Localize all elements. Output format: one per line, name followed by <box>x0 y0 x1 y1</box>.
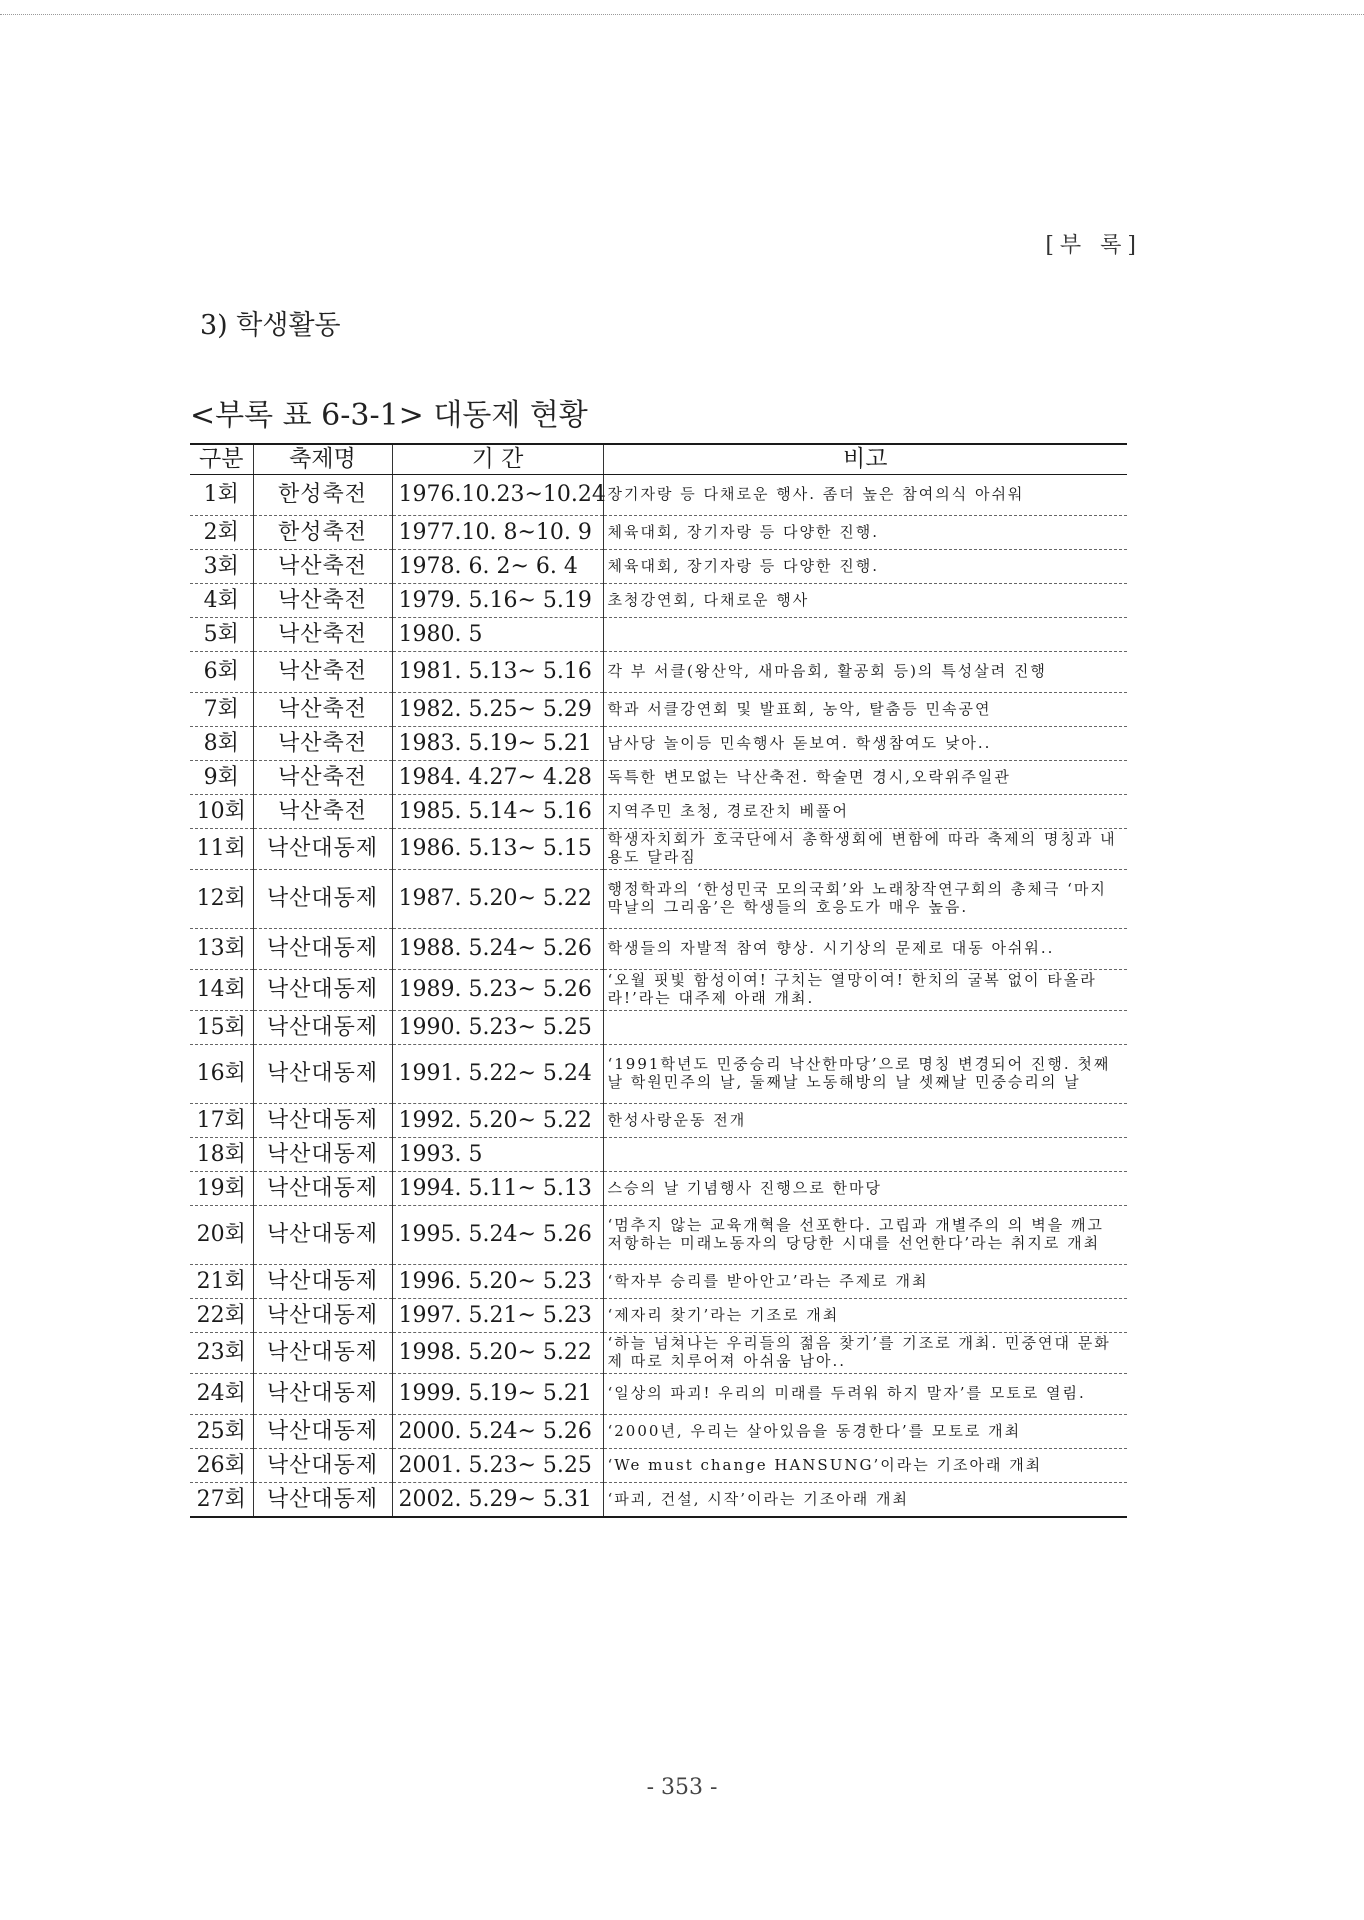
festival-table-body <box>190 475 1127 1518</box>
row-festival-name: 낙산대동제 <box>253 1483 392 1518</box>
column-header-festival-name: 축제명 <box>253 444 392 475</box>
row-note: 행정학과의 ‘한성민국 모의국회’와 노래창작연구회의 총체극 ‘마지막날의 그리움’은 학생들의 호응도가 매우 높음. <box>603 870 1127 929</box>
row-note: ‘학자부 승리를 받아안고’라는 주제로 개최 <box>603 1265 1127 1299</box>
section-title: 3) 학생활동 <box>200 310 341 341</box>
row-festival-name: 낙산대동제 <box>253 1045 392 1104</box>
row-period: 2001. 5.23~ 5.25 <box>392 1449 603 1483</box>
row-note: ‘제자리 찾기’라는 기조로 개최 <box>603 1299 1127 1333</box>
row-round: 14회 <box>190 970 253 1011</box>
row-round: 16회 <box>190 1045 253 1104</box>
row-period: 1979. 5.16~ 5.19 <box>392 584 603 618</box>
table-row <box>190 693 1127 727</box>
row-round: 4회 <box>190 584 253 618</box>
table-row <box>190 870 1127 929</box>
row-note: 학생들의 자발적 참여 향상. 시기상의 문제로 대동 아쉬워.. <box>603 929 1127 970</box>
row-round: 18회 <box>190 1138 253 1172</box>
row-note: 학생자치회가 호국단에서 총학생회에 변함에 따라 축제의 명칭과 내용도 달라짐 <box>603 829 1127 870</box>
row-festival-name: 낙산대동제 <box>253 970 392 1011</box>
top-scan-rule <box>0 14 1364 15</box>
row-round: 11회 <box>190 829 253 870</box>
column-header-note: 비고 <box>603 444 1127 475</box>
row-festival-name: 낙산대동제 <box>253 1138 392 1172</box>
row-period: 2000. 5.24~ 5.26 <box>392 1415 603 1449</box>
row-note <box>603 618 1127 652</box>
table-row <box>190 929 1127 970</box>
row-period: 1983. 5.19~ 5.21 <box>392 727 603 761</box>
table-row <box>190 970 1127 1011</box>
row-festival-name: 낙산축전 <box>253 761 392 795</box>
row-period: 1997. 5.21~ 5.23 <box>392 1299 603 1333</box>
row-round: 17회 <box>190 1104 253 1138</box>
row-round: 22회 <box>190 1299 253 1333</box>
row-festival-name: 낙산축전 <box>253 795 392 829</box>
table-row <box>190 516 1127 550</box>
row-note: 초청강연회, 다채로운 행사 <box>603 584 1127 618</box>
row-period: 1976.10.23~10.24 <box>392 475 603 516</box>
table-row <box>190 475 1127 516</box>
row-round: 24회 <box>190 1374 253 1415</box>
row-round: 6회 <box>190 652 253 693</box>
row-round: 2회 <box>190 516 253 550</box>
row-period: 1990. 5.23~ 5.25 <box>392 1011 603 1045</box>
table-row <box>190 829 1127 870</box>
row-round: 10회 <box>190 795 253 829</box>
row-note: 체육대회, 장기자랑 등 다양한 진행. <box>603 516 1127 550</box>
row-note: 장기자랑 등 다채로운 행사. 좀더 높은 참여의식 아쉬워 <box>603 475 1127 516</box>
appendix-tag: [부 록] <box>1045 233 1142 258</box>
row-round: 7회 <box>190 693 253 727</box>
row-period: 1992. 5.20~ 5.22 <box>392 1104 603 1138</box>
page-number: - 353 - <box>646 1775 718 1800</box>
row-period: 1985. 5.14~ 5.16 <box>392 795 603 829</box>
row-festival-name: 낙산대동제 <box>253 870 392 929</box>
row-festival-name: 낙산축전 <box>253 727 392 761</box>
row-festival-name: 낙산대동제 <box>253 929 392 970</box>
row-note: ‘파괴, 건설, 시작’이라는 기조아래 개최 <box>603 1483 1127 1518</box>
table-row <box>190 584 1127 618</box>
row-round: 19회 <box>190 1172 253 1206</box>
row-round: 9회 <box>190 761 253 795</box>
table-row <box>190 1483 1127 1518</box>
table-row <box>190 1172 1127 1206</box>
row-note: ‘We must change HANSUNG’이라는 기조아래 개최 <box>603 1449 1127 1483</box>
row-note <box>603 1011 1127 1045</box>
table-caption: <부록 표 6-3-1> 대동제 현황 <box>190 398 588 433</box>
row-note: 학과 서클강연회 및 발표회, 농악, 탈춤등 민속공연 <box>603 693 1127 727</box>
row-period: 1984. 4.27~ 4.28 <box>392 761 603 795</box>
row-period: 1977.10. 8~10. 9 <box>392 516 603 550</box>
row-note: 스승의 날 기념행사 진행으로 한마당 <box>603 1172 1127 1206</box>
row-note: ‘1991학년도 민중승리 낙산한마당’으로 명칭 변경되어 진행. 첫째날 학원민주의 날, 둘째날 노동해방의 날 셋째날 민중승리의 날 <box>603 1045 1127 1104</box>
row-festival-name: 낙산대동제 <box>253 1449 392 1483</box>
row-round: 20회 <box>190 1206 253 1265</box>
table-row <box>190 1415 1127 1449</box>
row-festival-name: 낙산대동제 <box>253 1265 392 1299</box>
row-festival-name: 낙산축전 <box>253 693 392 727</box>
row-round: 27회 <box>190 1483 253 1518</box>
row-period: 1998. 5.20~ 5.22 <box>392 1333 603 1374</box>
row-period: 1982. 5.25~ 5.29 <box>392 693 603 727</box>
row-period: 1995. 5.24~ 5.26 <box>392 1206 603 1265</box>
row-festival-name: 한성축전 <box>253 475 392 516</box>
row-note: 각 부 서클(왕산악, 새마음회, 활공회 등)의 특성살려 진행 <box>603 652 1127 693</box>
table-row <box>190 1138 1127 1172</box>
row-festival-name: 한성축전 <box>253 516 392 550</box>
table-header-row <box>190 444 1127 475</box>
row-note: 남사당 놀이등 민속행사 돋보여. 학생참여도 낮아.. <box>603 727 1127 761</box>
table-row <box>190 1206 1127 1265</box>
row-round: 8회 <box>190 727 253 761</box>
row-period: 1978. 6. 2~ 6. 4 <box>392 550 603 584</box>
table-row <box>190 1299 1127 1333</box>
table-row <box>190 1374 1127 1415</box>
row-period: 1988. 5.24~ 5.26 <box>392 929 603 970</box>
column-header-period: 기 간 <box>392 444 603 475</box>
row-period: 1994. 5.11~ 5.13 <box>392 1172 603 1206</box>
row-note <box>603 1138 1127 1172</box>
row-period: 1996. 5.20~ 5.23 <box>392 1265 603 1299</box>
row-period: 1981. 5.13~ 5.16 <box>392 652 603 693</box>
row-note: 한성사랑운동 전개 <box>603 1104 1127 1138</box>
row-festival-name: 낙산축전 <box>253 618 392 652</box>
table-row <box>190 1045 1127 1104</box>
row-period: 1980. 5 <box>392 618 603 652</box>
row-round: 5회 <box>190 618 253 652</box>
row-period: 2002. 5.29~ 5.31 <box>392 1483 603 1518</box>
table-row <box>190 1333 1127 1374</box>
row-festival-name: 낙산대동제 <box>253 1104 392 1138</box>
row-round: 12회 <box>190 870 253 929</box>
row-round: 15회 <box>190 1011 253 1045</box>
row-festival-name: 낙산대동제 <box>253 1415 392 1449</box>
table-row <box>190 618 1127 652</box>
row-period: 1986. 5.13~ 5.15 <box>392 829 603 870</box>
row-note: 체육대회, 장기자랑 등 다양한 진행. <box>603 550 1127 584</box>
row-festival-name: 낙산대동제 <box>253 1206 392 1265</box>
row-period: 1999. 5.19~ 5.21 <box>392 1374 603 1415</box>
row-period: 1991. 5.22~ 5.24 <box>392 1045 603 1104</box>
row-festival-name: 낙산대동제 <box>253 1172 392 1206</box>
row-note: ‘하늘 넘쳐나는 우리들의 젊음 찾기’를 기조로 개최. 민중연대 문화제 따로 치루어져 아쉬움 남아.. <box>603 1333 1127 1374</box>
row-note: ‘멈추지 않는 교육개혁을 선포한다. 고립과 개별주의 의 벽을 깨고 저항하는 미래노동자의 당당한 시대를 선언한다’라는 취지로 개최 <box>603 1206 1127 1265</box>
table-row <box>190 1011 1127 1045</box>
row-note: 지역주민 초청, 경로잔치 베풀어 <box>603 795 1127 829</box>
row-round: 13회 <box>190 929 253 970</box>
row-period: 1993. 5 <box>392 1138 603 1172</box>
row-festival-name: 낙산축전 <box>253 550 392 584</box>
row-period: 1989. 5.23~ 5.26 <box>392 970 603 1011</box>
row-festival-name: 낙산축전 <box>253 652 392 693</box>
row-festival-name: 낙산대동제 <box>253 1011 392 1045</box>
table-row <box>190 652 1127 693</box>
table-row <box>190 1265 1127 1299</box>
row-festival-name: 낙산대동제 <box>253 1299 392 1333</box>
row-note: 독특한 변모없는 낙산축전. 학술면 경시,오락위주일관 <box>603 761 1127 795</box>
column-header-round: 구분 <box>190 444 253 475</box>
table-row <box>190 1449 1127 1483</box>
row-festival-name: 낙산대동제 <box>253 1333 392 1374</box>
row-festival-name: 낙산대동제 <box>253 1374 392 1415</box>
row-festival-name: 낙산축전 <box>253 584 392 618</box>
table-row <box>190 727 1127 761</box>
row-round: 21회 <box>190 1265 253 1299</box>
festival-table <box>190 443 1127 1518</box>
row-round: 25회 <box>190 1415 253 1449</box>
table-row <box>190 795 1127 829</box>
row-round: 26회 <box>190 1449 253 1483</box>
row-round: 3회 <box>190 550 253 584</box>
row-note: ‘일상의 파괴! 우리의 미래를 두려워 하지 말자’를 모토로 열림. <box>603 1374 1127 1415</box>
table-row <box>190 550 1127 584</box>
row-note: ‘2000년, 우리는 살아있음을 동경한다’를 모토로 개최 <box>603 1415 1127 1449</box>
row-round: 1회 <box>190 475 253 516</box>
row-festival-name: 낙산대동제 <box>253 829 392 870</box>
row-period: 1987. 5.20~ 5.22 <box>392 870 603 929</box>
table-row <box>190 1104 1127 1138</box>
table-row <box>190 761 1127 795</box>
row-note: ‘오월 핏빛 함성이여! 구치는 열망이여! 한치의 굴복 없이 타올라라!’라는 대주제 아래 개최. <box>603 970 1127 1011</box>
row-round: 23회 <box>190 1333 253 1374</box>
